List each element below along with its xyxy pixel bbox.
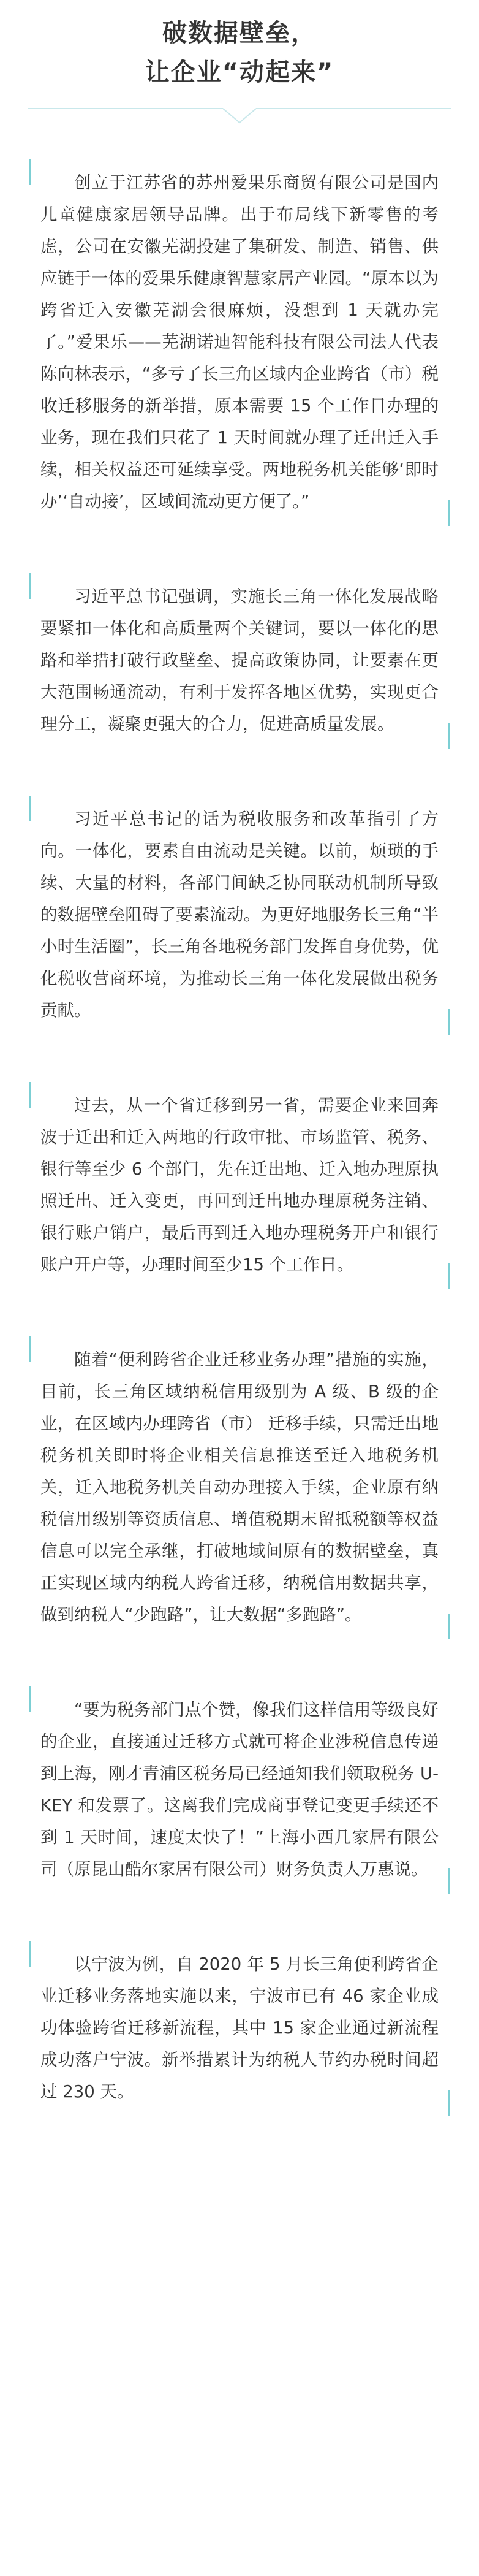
article-header (0, 0, 479, 135)
paragraph-text: 创立于江苏省的苏州爱果乐商贸有限公司是国内儿童健康家居领导品牌。出于布局线下新零售的考虑，公司在安徽芜湖投建了集研发、制造、销售、供应链于一体的爱果乐健康智慧家居产业园。“原本以为跨省迁入安徽芜湖会很麻烦，没想到 1 天就办完了。”爱果乐——芜湖诺迪智能科技有限公司法人代表陈向林表示，“多亏了长三角区域内企业跨省（市）税收迁移服务的新举措，原本需要 15 个工作日办理的业务，现在我们只花了 1 天时间就办理了迁出迁入手续，相关权益还可延续享受。两地税务机关能够‘即时办’‘自动接’，区域间流动更方便了。” (40, 173, 439, 511)
paragraph-text: “要为税务部门点个赞，像我们这样信用等级良好的企业，直接通过迁移方式就可将企业涉税信息传递到上海，刚才青浦区税务局已经通知我们领取税务 U-KEY 和发票了。这离我们完成商事登记变更手续还不到 1 天时间，速度太快了！”上海小西几家居有限公司（原昆山酷尔家居有限公司）财务负责人万惠说。 (40, 1700, 439, 1879)
paragraph-block (40, 1686, 439, 1894)
paragraph-block (40, 1336, 439, 1639)
paragraph-text: 习近平总书记强调，实施长三角一体化发展战略要紧扣一体化和高质量两个关键词，要以一体化的思路和举措打破行政壁垒、提高政策协同，让要素在更大范围畅通流动，有利于发挥各地区优势，实现更合理分工，凝聚更强大的合力，促进高质量发展。 (40, 587, 439, 734)
paragraph-text: 随着“便利跨省企业迁移业务办理”措施的实施，目前，长三角区域纳税信用级别为 A 级、B 级的企业，在区域内办理跨省（市） 迁移手续，只需迁出地税务机关即时将企业相关信息推送至迁入地税务机关，迁入地税务机关自动办理接入手续，企业原有纳税信用级别等资质信息、增值税期末留抵税额等权益信息可以完全承继，打破地域间原有的数据壁垒，真正实现区域内纳税人跨省迁移，纳税信用数据共享，做到纳税人“少跑路”，让大数据“多跑路”。 (40, 1350, 439, 1625)
paragraph-text: 过去，从一个省迁移到另一省，需要企业来回奔波于迁出和迁入两地的行政审批、市场监管、税务、银行等至少 6 个部门，先在迁出地、迁入地办理原执照迁出、迁入变更，再回到迁出地办理原税务注销、银行账户销户，最后再到迁入地办理税务开户和银行账户开户等，办理时间至少15 个工作日。 (40, 1096, 439, 1275)
paragraph-text: 习近平总书记的话为税收服务和改革指引了方向。一体化，要素自由流动是关键。以前，烦琐的手续、大量的材料，各部门间缺乏协同联动机制所导致的数据壁垒阻碍了要素流动。为更好地服务长三角“半小时生活圈”，长三角各地税务部门发挥自身优势，优化税收营商环境，为推动长三角一体化发展做出税务贡献。 (40, 809, 439, 1020)
chevron-down-icon (223, 108, 256, 124)
article-body (40, 159, 439, 2163)
title-line-2: 让企业“动起来” (145, 58, 334, 86)
paragraph-text: 以宁波为例，自 2020 年 5 月长三角便利跨省企业迁移业务落地实施以来，宁波市已有 46 家企业成功体验跨省迁移新流程，其中 15 家企业通过新流程成功落户宁波。新举措累计为纳税人节约办税时间超过 230 天。 (40, 1954, 439, 2102)
divider-left (28, 108, 223, 109)
paragraph-block (40, 573, 439, 749)
paragraph-block (40, 1941, 439, 2116)
title-line-1: 破数据壁垒， (162, 19, 317, 47)
paragraph-block (40, 1082, 439, 1289)
divider-right (256, 108, 451, 109)
paragraph-block (40, 796, 439, 1035)
paragraph-block (40, 159, 439, 526)
